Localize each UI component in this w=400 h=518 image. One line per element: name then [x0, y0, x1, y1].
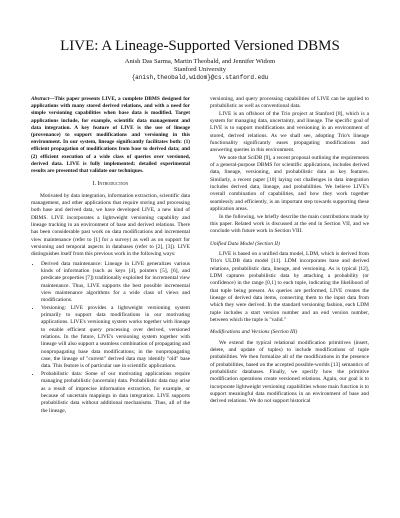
section-heading-introduction: I. Introduction	[92, 181, 129, 188]
paragraph: We extend the typical relational modification primitives (insert, delete, and update of tuples) to include modifications of tuple probabilities. We then formalize all of the modifications in the presence of probabilities, based on the accepted possible-worlds [13] semantics of probabilistic databases. Finally, we specify how the primitive modification operations create versioned relations. Again, our goal is to incorporate lightweight versioning capabilities whose main function is to support meaningful data modifications in an environment of base and derived relations. We do not support historical	[210, 339, 369, 405]
list-item: • Derived data maintenance: Lineage in LIVE generalizes various kinds of information (such as keys [4], pointers [5], [6], and predicate properties [7]) traditionally exploited for incremental view maintenance. Thus, LIVE supports the best possible incremental view maintenance algorithms for a wide class of views and modifications.	[41, 261, 190, 305]
author-names: Anish Das Sarma, Martin Theobald, and Jennifer Widom	[124, 58, 276, 65]
subsection-heading-modifications: Modifications and Versions (Section III)	[210, 329, 298, 336]
list-item: • Versioning: LIVE provides a lightweight versioning system primarily to support data modifications in our motivating applications. LIVE's versioning system works together with lineage to enable efficient query processing over derived, versioned relations. In the future, LIVE's versioning system together with lineage will also support a seamless combination of propagating and nonpropagating base data modifications; in the nonpropagating case, the lineage of "current" derived data may identify "old" base data. This feature is of particular use in scientific applications.	[41, 305, 190, 371]
subsection-heading-data-model: Unified Data Model (Section II)	[210, 240, 280, 247]
paragraph: We note that SciDB [9], a recent proposal outlining the requirements of a general-purpose DBMS for scientific applications, includes derived data, lineage, versioning, and probabilistic data as key features. Similarly, a recent paper [10] laying out challenges in data integration includes derived data, lineage, and probabilities. We believe LIVE's overall combination of capabilities, and how they work together seamlessly and efficiently, is an important step towards supporting these application areas.	[210, 154, 369, 213]
paper-title: LIVE: A Lineage-Supported Versioned DBMS	[60, 38, 340, 54]
contribution-list	[31, 261, 190, 415]
intro-paragraph: Motivated by data integration, information extraction, scientific data management, and other applications that require storing and processing both base and derived data, we have developed LIVE, a new kind of DBMS. LIVE incorporates a lightweight versioning capability and lineage tracking in an environment of base and derived relations. There has been considerable past work on data modifications and incremental view maintenance (refer to [1] for a survey) as well as on support for versioning and temporal aspects in databases (refer to [2], [3]). LIVE distinguishes itself from this previous work in the following ways:	[31, 192, 190, 258]
affiliation: Stanford University	[173, 66, 227, 73]
author-email: {anish,theobald,widom}@cs.stanford.edu	[131, 74, 269, 81]
abstract-lead: Abstract—	[31, 96, 55, 102]
list-item: • Probabilistic data: Some of our motivating applications require managing probabilistic (uncertain) data. Probabilistic data may arise as a result of imprecise information extraction, for example, or because of uncertain mappings in data integration. LIVE supports probabilistic data without additional mechanisms. Thus, all of the the lineage,	[41, 371, 190, 415]
paragraph: LIVE is an offshoot of the Trio project at Stanford [8], which is a system for managing data, uncertainty, and lineage. The specific goal of LIVE is to support modifications and versioning in an environment of stored, derived relations. As we shall see, adopting Trio's lineage functionality significantly eases propagating modifications and answering queries in this environment.	[210, 110, 369, 154]
abstract	[31, 96, 190, 175]
paragraph: In the following, we briefly describe the main contributions made by this paper. Related work is discussed at the end in Section VII, and we conclude with future work in Section VIII.	[210, 213, 369, 235]
right-column	[210, 96, 369, 406]
paragraph: versioning, and query processing capabilities of LIVE can be applied to probabilistic as well as conventional data.	[210, 96, 369, 110]
left-column	[31, 96, 190, 417]
author-block	[0, 58, 400, 82]
abstract-text: This paper presents LIVE, a complete DBMS designed for applications with many stored derived relations, and with a need for simple versioning capabilities when base data is modified. Target applications include, for example, scientific data management and data integration. A key feature of LIVE is the use of lineage (provenance) to support modifications and versioning in this environment. In our system, lineage significantly facilitates both: (1) efficient propagation of modifications from base to derived data; and (2) efficient execution of a wide class of queries over versioned, derived data. LIVE is fully implemented; detailed experimental results are presented that validate our techniques.	[31, 96, 190, 175]
paragraph: LIVE is based on a unified data model, LDM, which is derived from Trio's ULDB data model [11]. LDM incorporates base and derived relations, probabilistic data, lineage, and versioning. As is typical [12], LDM captures probabilistic data by attaching a probability (or confidence) in the range [0,1] to each tuple, indicating the likelihood of that tuple being present. As queries are performed, LIVE creates the lineage of derived data items, connecting them to the input data from which they were derived. In the standard versioning fashion, each LDM tuple includes a start version number and an end version number, between which the tuple is "valid."	[210, 250, 369, 323]
